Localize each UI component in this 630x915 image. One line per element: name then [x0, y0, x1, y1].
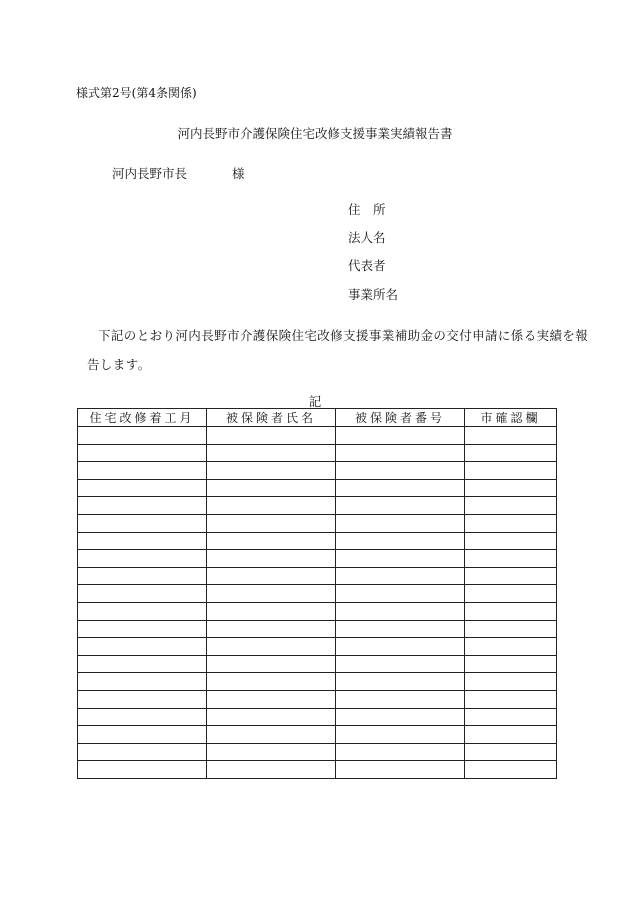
table-row [78, 532, 557, 550]
table-cell[interactable] [78, 708, 207, 726]
table-cell[interactable] [78, 532, 207, 550]
table-cell[interactable] [207, 585, 336, 603]
table-row [78, 427, 557, 445]
table-cell[interactable] [207, 514, 336, 532]
header-start-month: 住宅改修着工月 [78, 409, 207, 427]
table-cell[interactable] [207, 567, 336, 585]
body-text-line-2: 告します。 [87, 357, 151, 372]
table-row [78, 638, 557, 656]
field-representative-label: 代表者 [348, 258, 386, 273]
table-cell[interactable] [465, 427, 557, 445]
table-row [78, 462, 557, 480]
table-cell[interactable] [336, 532, 465, 550]
header-insured-name: 被保険者氏名 [207, 409, 336, 427]
table-cell[interactable] [207, 497, 336, 515]
table-cell[interactable] [207, 638, 336, 656]
table-cell[interactable] [207, 602, 336, 620]
table-cell[interactable] [336, 655, 465, 673]
table-cell[interactable] [336, 567, 465, 585]
table-cell[interactable] [207, 761, 336, 779]
table-cell[interactable] [78, 761, 207, 779]
table-cell[interactable] [465, 567, 557, 585]
table-cell[interactable] [78, 620, 207, 638]
table-body [78, 427, 557, 779]
table-row [78, 655, 557, 673]
table-cell[interactable] [78, 427, 207, 445]
table-cell[interactable] [207, 462, 336, 480]
table-cell[interactable] [465, 726, 557, 744]
table-cell[interactable] [207, 726, 336, 744]
table-cell[interactable] [336, 673, 465, 691]
table-row [78, 761, 557, 779]
table-cell[interactable] [465, 585, 557, 603]
table-row [78, 444, 557, 462]
table-cell[interactable] [336, 761, 465, 779]
table-cell[interactable] [465, 514, 557, 532]
table-cell[interactable] [336, 690, 465, 708]
table-cell[interactable] [78, 479, 207, 497]
table-cell[interactable] [207, 708, 336, 726]
table-cell[interactable] [207, 550, 336, 568]
table-cell[interactable] [207, 690, 336, 708]
table-cell[interactable] [207, 444, 336, 462]
table-cell[interactable] [78, 514, 207, 532]
field-corporation-label: 法人名 [348, 230, 386, 245]
table-cell[interactable] [207, 673, 336, 691]
table-row [78, 497, 557, 515]
table-cell[interactable] [336, 462, 465, 480]
table-cell[interactable] [465, 550, 557, 568]
table-cell[interactable] [336, 585, 465, 603]
table-cell[interactable] [78, 602, 207, 620]
form-number: 様式第2号(第4条関係) [76, 86, 197, 100]
table-row [78, 479, 557, 497]
table-cell[interactable] [465, 532, 557, 550]
table-cell[interactable] [207, 427, 336, 445]
table-row [78, 514, 557, 532]
table-row [78, 620, 557, 638]
table-cell[interactable] [465, 602, 557, 620]
addressee: 河内長野市長 [112, 166, 188, 181]
table-cell[interactable] [336, 479, 465, 497]
table-cell[interactable] [465, 444, 557, 462]
table-cell[interactable] [78, 726, 207, 744]
document-title: 河内長野市介護保険住宅改修支援事業実績報告書 [177, 126, 453, 141]
table-cell[interactable] [465, 638, 557, 656]
table-cell[interactable] [207, 532, 336, 550]
table-row [78, 690, 557, 708]
table-cell[interactable] [78, 567, 207, 585]
table-cell[interactable] [336, 427, 465, 445]
table-cell[interactable] [336, 708, 465, 726]
table-cell[interactable] [465, 673, 557, 691]
table-cell[interactable] [207, 479, 336, 497]
table-cell[interactable] [78, 690, 207, 708]
table-cell[interactable] [465, 620, 557, 638]
table-cell[interactable] [465, 655, 557, 673]
header-insured-number: 被保険者番号 [336, 409, 465, 427]
table-cell[interactable] [336, 497, 465, 515]
table-cell[interactable] [78, 462, 207, 480]
table-cell[interactable] [78, 444, 207, 462]
table-cell[interactable] [78, 550, 207, 568]
header-city-confirmation: 市確認欄 [465, 409, 557, 427]
table-cell[interactable] [336, 726, 465, 744]
table-cell[interactable] [78, 743, 207, 761]
table-cell[interactable] [465, 462, 557, 480]
table-cell[interactable] [78, 585, 207, 603]
table-header-row [78, 409, 557, 427]
table-cell[interactable] [465, 708, 557, 726]
table-cell[interactable] [465, 479, 557, 497]
table-cell[interactable] [207, 655, 336, 673]
table-row [78, 550, 557, 568]
table-cell[interactable] [78, 638, 207, 656]
table-cell[interactable] [336, 602, 465, 620]
table-cell[interactable] [336, 638, 465, 656]
table-cell[interactable] [336, 620, 465, 638]
field-address-label: 住 所 [348, 202, 386, 217]
table-cell[interactable] [336, 550, 465, 568]
table-cell[interactable] [336, 743, 465, 761]
records-table [77, 408, 557, 779]
field-office-label: 事業所名 [348, 287, 399, 302]
table-cell[interactable] [207, 620, 336, 638]
table-cell[interactable] [336, 444, 465, 462]
table-row [78, 743, 557, 761]
table-cell[interactable] [465, 690, 557, 708]
table-row [78, 602, 557, 620]
table-row [78, 726, 557, 744]
table-cell[interactable] [336, 514, 465, 532]
table-cell[interactable] [465, 497, 557, 515]
ki-label: 記 [308, 394, 322, 409]
table-cell[interactable] [207, 743, 336, 761]
table-cell[interactable] [465, 761, 557, 779]
table-cell[interactable] [78, 673, 207, 691]
honorific: 様 [232, 166, 245, 181]
table-cell[interactable] [465, 743, 557, 761]
table-row [78, 585, 557, 603]
table-row [78, 673, 557, 691]
table-row [78, 567, 557, 585]
body-text-line-1: 下記のとおり河内長野市介護保険住宅改修支援事業補助金の交付申請に係る実績を報 [98, 328, 589, 343]
table-cell[interactable] [78, 655, 207, 673]
table-row [78, 708, 557, 726]
table-cell[interactable] [78, 497, 207, 515]
